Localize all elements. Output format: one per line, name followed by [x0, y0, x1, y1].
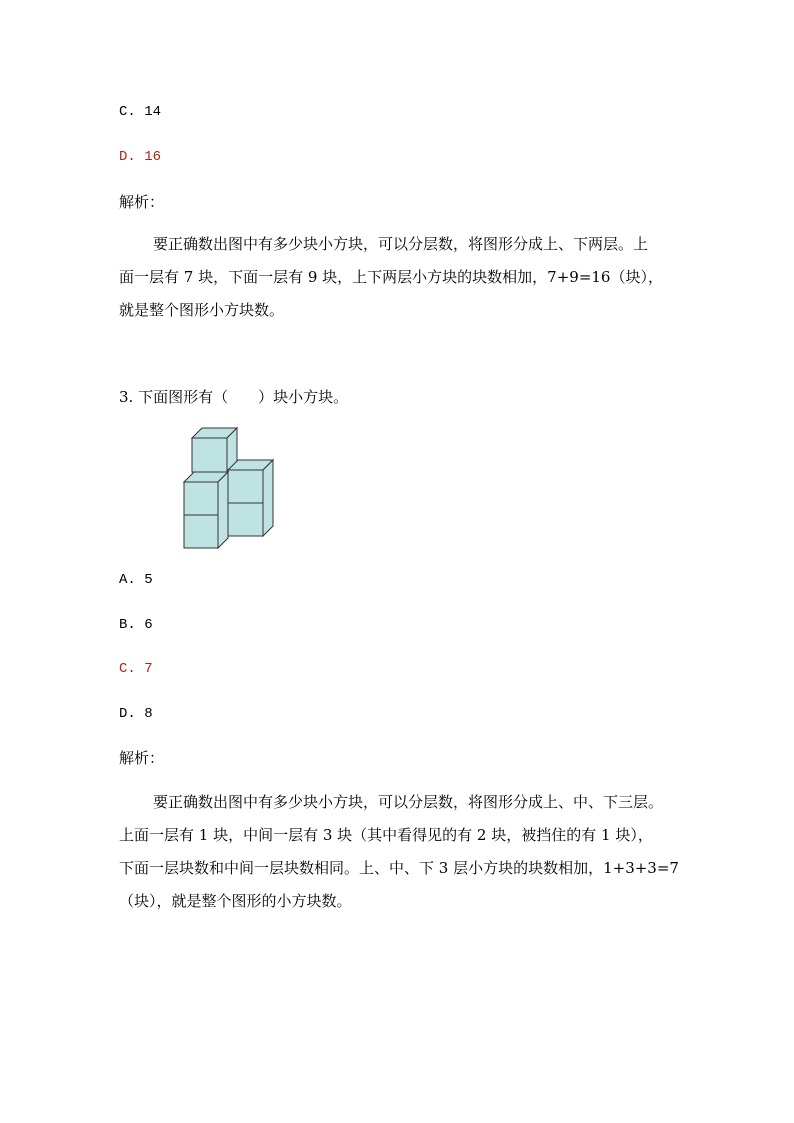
option-d-correct: D. 16: [119, 149, 162, 165]
analysis-label: 解析：: [119, 749, 165, 767]
analysis-line: 下面一层块数和中间一层块数相同。上、中、下 3 层小方块的块数相加，1+3+3=7: [119, 859, 679, 877]
option-c: C. 14: [119, 104, 162, 120]
stacked-cubes-figure: [182, 426, 278, 552]
cube-side-face: [263, 460, 273, 536]
cube-side-face: [218, 472, 228, 548]
cube-front-face: [228, 503, 263, 536]
cube-front-face: [228, 470, 263, 503]
analysis-line: 就是整个图形小方块数。: [119, 301, 285, 319]
cube-front-face: [184, 515, 218, 548]
option-a: A. 5: [119, 572, 153, 588]
analysis-line: 要正确数出图中有多少块小方块，可以分层数，将图形分成上、下两层。上: [153, 235, 649, 253]
analysis-line: 上面一层有 1 块，中间一层有 3 块（其中看得见的有 2 块，被挡住的有 1 块），: [119, 826, 653, 844]
question-3-stem: 3. 下面图形有（ ）块小方块。: [119, 388, 349, 406]
analysis-line: （块），就是整个图形的小方块数。: [119, 892, 352, 910]
analysis-paragraph: [119, 786, 679, 918]
analysis-line: 要正确数出图中有多少块小方块，可以分层数，将图形分成上、中、下三层。: [153, 793, 664, 811]
option-c-correct: C. 7: [119, 661, 153, 677]
option-b: B. 6: [119, 617, 153, 633]
analysis-label: 解析：: [119, 193, 165, 211]
cube-front-face: [184, 482, 218, 515]
analysis-line: 面一层有 7 块，下面一层有 9 块，上下两层小方块的块数相加，7+9=16（块），: [119, 268, 663, 286]
cube-front-face: [192, 438, 227, 472]
analysis-paragraph: [119, 228, 675, 327]
option-d: D. 8: [119, 706, 153, 722]
